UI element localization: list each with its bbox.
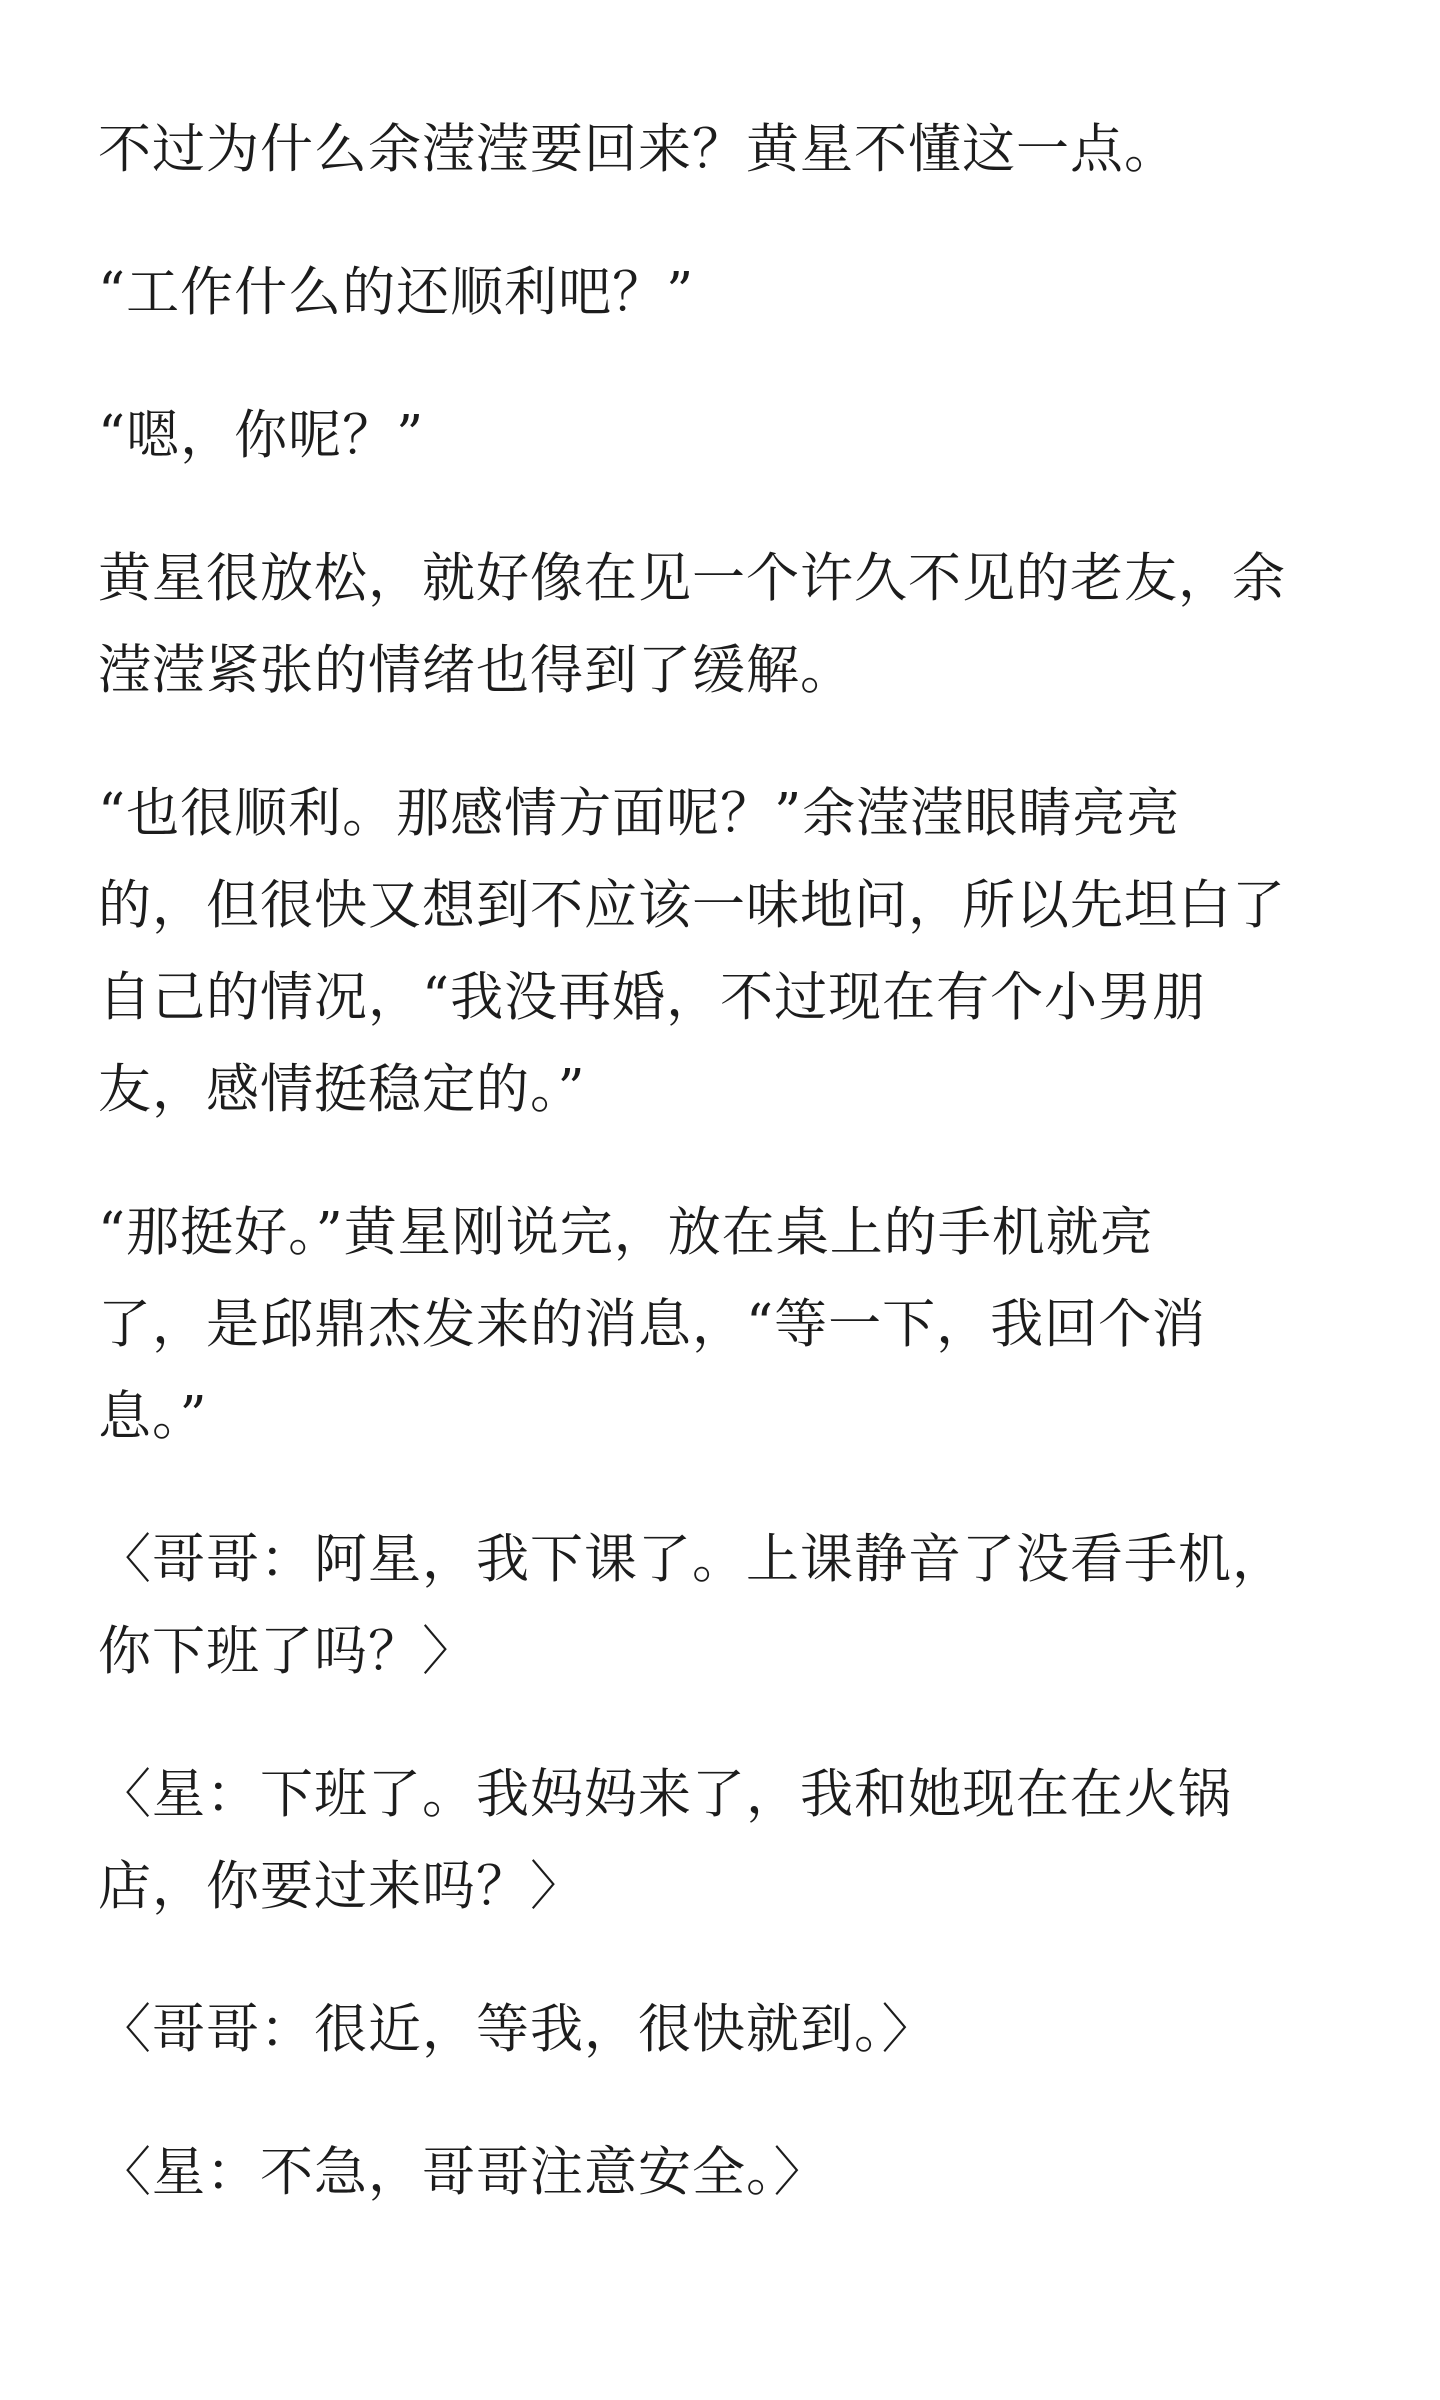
paragraph (98, 2127, 1350, 2219)
text-line: 了，是邱鼎杰发来的消息，“等一下，我回个消 (98, 1294, 1207, 1355)
text-line: “工作什么的还顺利吧？” (98, 262, 695, 323)
text-line: 友，感情挺稳定的。” (98, 1059, 586, 1120)
paragraph (98, 533, 1350, 717)
text-line: 〈星：不急，哥哥注意安全。〉 (98, 2142, 828, 2203)
text-line: “嗯，你呢？” (98, 405, 425, 466)
paragraph (98, 1984, 1350, 2076)
paragraph (98, 247, 1350, 339)
paragraph (98, 1187, 1350, 1463)
paragraph (98, 1514, 1350, 1698)
paragraph (98, 104, 1350, 196)
text-line: “也很顺利。那感情方面呢？”余滢滢眼睛亮亮 (98, 783, 1181, 844)
text-line: 〈哥哥：很近，等我，很快就到。〉 (98, 1999, 936, 2060)
text-line: 你下班了吗？〉 (98, 1621, 476, 1682)
paragraph (98, 768, 1350, 1136)
text-line: 息。” (98, 1386, 208, 1447)
text-line: “那挺好。”黄星刚说完，放在桌上的手机就亮 (98, 1202, 1154, 1263)
paragraph (98, 390, 1350, 482)
text-line: 〈星：下班了。我妈妈来了，我和她现在在火锅 (98, 1764, 1232, 1825)
text-line: 不过为什么余滢滢要回来？黄星不懂这一点。 (98, 119, 1178, 180)
text-line: 黄星很放松，就好像在见一个许久不见的老友，余 (98, 548, 1286, 609)
text-line: 滢滢紧张的情绪也得到了缓解。 (98, 640, 854, 701)
text-line: 自己的情况，“我没再婚，不过现在有个小男朋 (98, 967, 1207, 1028)
text-line: 店，你要过来吗？〉 (98, 1856, 584, 1917)
text-line: 的，但很快又想到不应该一味地问，所以先坦白了 (98, 875, 1286, 936)
text-line: 〈哥哥：阿星，我下课了。上课静音了没看手机， (98, 1529, 1286, 1590)
paragraph (98, 1749, 1350, 1933)
